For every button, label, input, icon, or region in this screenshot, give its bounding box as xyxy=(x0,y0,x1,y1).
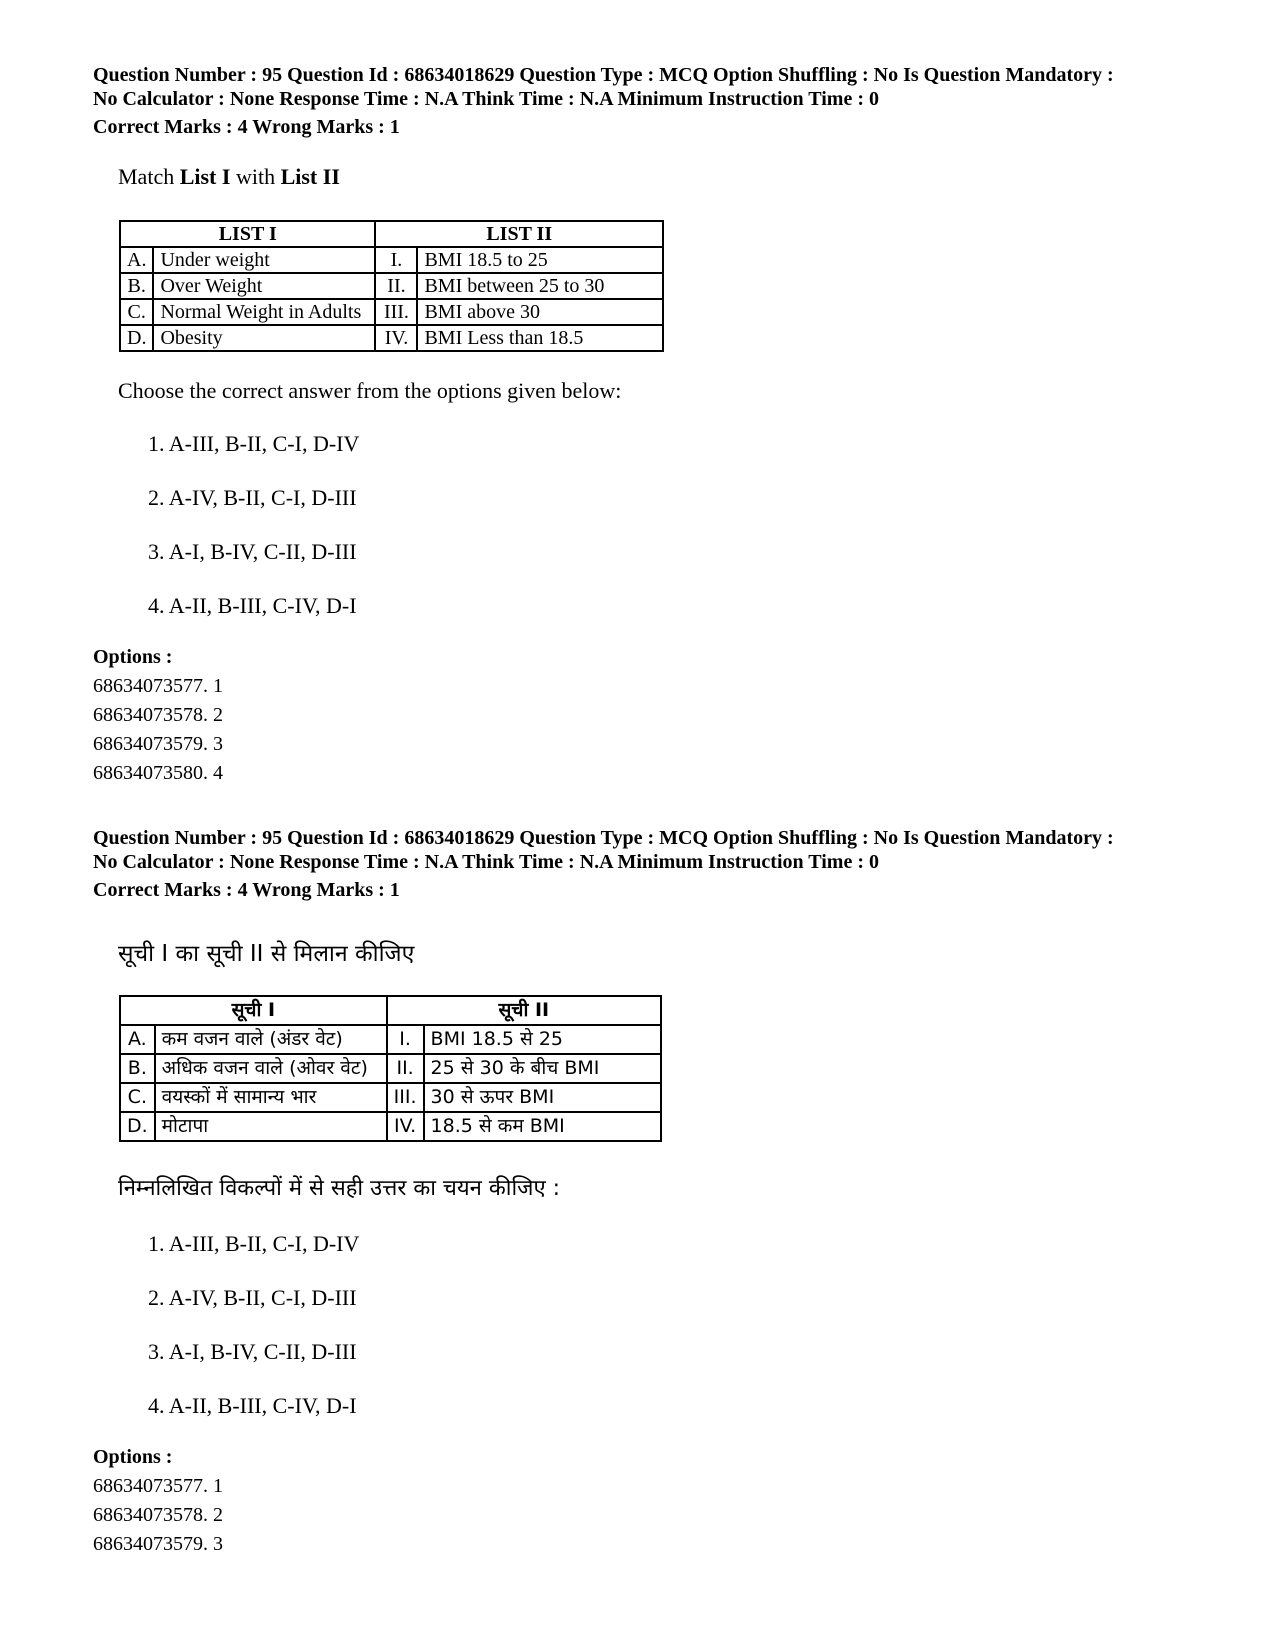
list-ii-header: LIST II xyxy=(375,221,663,247)
option-item: 68634073580. 4 xyxy=(93,762,223,784)
option-item: 68634073578. 2 xyxy=(93,704,223,726)
table-header-row xyxy=(120,996,661,1025)
table-row: C. वयस्कों में सामान्य भार III. 30 से ऊपर BMI xyxy=(120,1083,661,1112)
table-row: C. Normal Weight in Adults III. BMI above 30 xyxy=(120,299,663,325)
meta-line-1: Question Number : 95 Question Id : 68634018629 Question Type : MCQ Option Shuffling : No Is Question Mandatory : xyxy=(93,827,1114,849)
answer-choice-3: 3. A-I, B-IV, C-II, D-III xyxy=(148,1339,357,1364)
option-item: 68634073578. 2 xyxy=(93,1504,223,1526)
marks-line: Correct Marks : 4 Wrong Marks : 1 xyxy=(93,879,400,901)
options-heading: Options : xyxy=(93,1446,173,1468)
marks-line: Correct Marks : 4 Wrong Marks : 1 xyxy=(93,116,400,138)
list-ii-label: List II xyxy=(280,164,340,189)
match-prompt-en: Match List I with List II xyxy=(118,164,340,189)
table-row: A. Under weight I. BMI 18.5 to 25 xyxy=(120,247,663,273)
option-item: 68634073577. 1 xyxy=(93,675,223,697)
table-row: B. अधिक वजन वाले (ओवर वेट) II. 25 से 30 के बीच BMI xyxy=(120,1054,661,1083)
table-header-row xyxy=(120,221,663,247)
choose-instruction-hi: निम्नलिखित विकल्पों में से सही उत्तर का चयन कीजिए : xyxy=(118,1176,561,1201)
choose-instruction-en: Choose the correct answer from the options given below: xyxy=(118,378,622,403)
question-meta-en xyxy=(93,63,1213,139)
table-row: D. Obesity IV. BMI Less than 18.5 xyxy=(120,325,663,351)
answer-choice-4: 4. A-II, B-III, C-IV, D-I xyxy=(148,1393,357,1418)
option-item: 68634073579. 3 xyxy=(93,1533,223,1555)
answer-choice-3: 3. A-I, B-IV, C-II, D-III xyxy=(148,539,357,564)
meta-line-1: Question Number : 95 Question Id : 68634018629 Question Type : MCQ Option Shuffling : No Is Question Mandatory : xyxy=(93,64,1114,86)
answer-choice-4: 4. A-II, B-III, C-IV, D-I xyxy=(148,593,357,618)
table-row: A. कम वजन वाले (अंडर वेट) I. BMI 18.5 से 25 xyxy=(120,1025,661,1054)
answer-choice-2: 2. A-IV, B-II, C-I, D-III xyxy=(148,485,357,510)
match-table-en xyxy=(119,220,664,352)
list-i-header: LIST I xyxy=(120,221,375,247)
question-meta-hi xyxy=(93,826,1213,902)
table-row: B. Over Weight II. BMI between 25 to 30 xyxy=(120,273,663,299)
list-i-header: सूची I xyxy=(120,996,387,1025)
meta-line-2: No Calculator : None Response Time : N.A Think Time : N.A Minimum Instruction Time : 0 xyxy=(93,851,879,873)
match-table-hi xyxy=(119,995,662,1142)
list-i-label: List I xyxy=(179,164,231,189)
answer-choice-1: 1. A-III, B-II, C-I, D-IV xyxy=(148,1231,360,1256)
answer-choice-2: 2. A-IV, B-II, C-I, D-III xyxy=(148,1285,357,1310)
meta-line-2: No Calculator : None Response Time : N.A Think Time : N.A Minimum Instruction Time : 0 xyxy=(93,88,879,110)
option-item: 68634073579. 3 xyxy=(93,733,223,755)
table-row: D. मोटापा IV. 18.5 से कम BMI xyxy=(120,1112,661,1141)
match-prompt-hi: सूची I का सूची II से मिलान कीजिए xyxy=(118,941,415,967)
option-item: 68634073577. 1 xyxy=(93,1475,223,1497)
options-heading: Options : xyxy=(93,646,173,668)
answer-choice-1: 1. A-III, B-II, C-I, D-IV xyxy=(148,431,360,456)
list-ii-header: सूची II xyxy=(387,996,661,1025)
